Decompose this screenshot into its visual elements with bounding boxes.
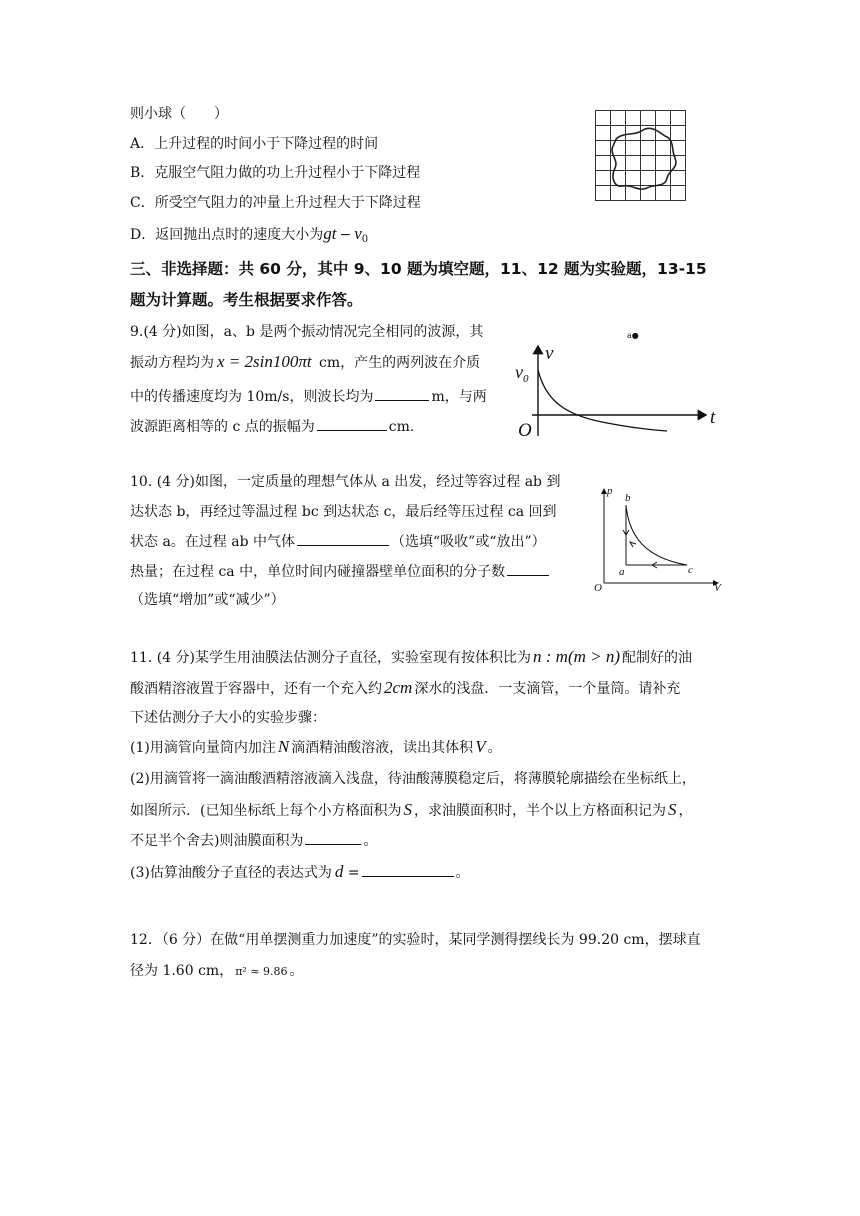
pressure-volume-graph	[592, 483, 728, 593]
q8-option-b[interactable]	[130, 163, 420, 183]
q12-line1: 12．（6 分）在做“用单摆测重力加速度”的实验时，某同学测得摆线长为 99.20 cm，摆球直	[130, 932, 701, 948]
option-letter: D．	[130, 227, 156, 243]
velocity-time-graph	[512, 340, 727, 440]
formula-v: v	[354, 224, 362, 243]
text: 。	[363, 833, 378, 849]
v-axis-label: v	[545, 343, 554, 364]
formula-sub: 0	[361, 234, 369, 245]
q11-step1	[130, 737, 502, 758]
q11-step2-line1: (2)用滴管将一滴油酸酒精溶液滴入浅盘，待油酸薄膜稳定后，将薄膜轮廓描绘在坐标纸上，	[130, 771, 696, 787]
q10-line3	[130, 531, 546, 552]
text: 11. (4 分)某学生用油膜法估测分子直径，实验室现有按体积比为	[130, 650, 531, 666]
q8-stem-tail: 则小球（ ）	[130, 106, 228, 122]
text: 振动方程均为	[130, 355, 214, 371]
oil-film-outline	[612, 128, 676, 189]
option-text: 克服空气阻力做的功上升过程小于下降过程	[154, 165, 421, 181]
depth-value: 2cm	[384, 678, 413, 697]
q11-line2	[130, 678, 680, 699]
text: 深水的浅盘．一支滴管，一个量筒。请补充	[414, 681, 681, 697]
text: 中的传播速度均为 10m/s，则波长均为	[130, 389, 374, 405]
diameter-d: d	[334, 862, 344, 881]
point-a-label: a	[619, 566, 625, 578]
molecule-count-answer-blank[interactable]	[507, 561, 549, 576]
q8-option-d[interactable]	[130, 224, 368, 250]
text: （选填“吸收”或“放出”）	[391, 534, 546, 550]
v0-label: $v_0$	[515, 362, 529, 385]
option-text: 上升过程的时间小于下降过程的时间	[154, 136, 379, 152]
text: ，求油膜面积时，半个以上方格面积记为	[413, 803, 666, 819]
point-b-label: b	[625, 492, 631, 504]
film-area-answer-blank[interactable]	[305, 830, 361, 845]
t-axis-label: t	[710, 407, 716, 428]
text: (1)用滴管向量筒内加注	[130, 740, 276, 756]
area-S: S	[403, 800, 412, 819]
heat-answer-blank[interactable]	[297, 531, 389, 546]
q10-line4	[130, 561, 551, 582]
diameter-answer-blank[interactable]	[362, 862, 454, 877]
oil-film-grid-figure	[595, 110, 687, 202]
section-heading-line1: 三、非选择题：共 60 分，其中 9、10 题为填空题，11、12 题为实验题，13-15	[130, 260, 707, 278]
section-heading-line2: 题为计算题。考生根据要求作答。	[130, 291, 363, 309]
text: (3)估算油酸分子直径的表达式为	[130, 865, 332, 881]
text: m，与两	[431, 389, 487, 405]
q9-line1: 9.(4 分)如图，a、b 是两个振动情况完全相同的波源，其	[130, 324, 484, 340]
formula-minus: −	[339, 227, 352, 243]
text: cm，产生的两列波在介质	[314, 355, 481, 371]
origin-label: O	[594, 582, 602, 593]
q11-step2-line2	[130, 800, 692, 821]
isothermal-bc	[626, 505, 687, 565]
origin-label: O	[518, 420, 532, 440]
pi-approx: π² ≈ 9.86	[235, 965, 288, 978]
q8-option-c[interactable]	[130, 193, 421, 213]
equals-sign: =	[343, 865, 360, 881]
ratio-formula: n : m(m > n)	[533, 647, 621, 666]
text: 径为 1.60 cm，	[130, 963, 234, 979]
option-text: 返回抛出点时的速度大小为	[155, 227, 324, 243]
text: cm.	[388, 419, 415, 435]
q9-line4	[130, 416, 414, 437]
text: ，	[678, 803, 693, 819]
q9-line3	[130, 386, 487, 407]
dot-icon: ●	[631, 331, 639, 340]
text: 不足半个舍去)则油膜面积为	[130, 833, 304, 849]
text: 配制好的油	[622, 650, 693, 666]
wave-equation: x = 2sin100πt	[217, 352, 312, 371]
option-letter: C．	[130, 195, 155, 211]
text: 。	[289, 963, 304, 979]
point-c-label: c	[688, 564, 693, 576]
q10-line1: 10. (4 分)如图，一定质量的理想气体从 a 出发，经过等容过程 ab 到	[130, 474, 561, 490]
text: 热量；在过程 ca 中，单位时间内碰撞器壁单位面积的分子数	[130, 564, 506, 580]
option-letter: B．	[130, 165, 155, 181]
formula-gt: gt	[323, 224, 337, 243]
q11-line1	[130, 647, 692, 668]
text: 如图所示．(已知坐标纸上每个小方格面积为	[130, 803, 402, 819]
wavelength-answer-blank[interactable]	[375, 386, 429, 401]
text: 酸酒精溶液置于容器中，还有一个充入约	[130, 681, 382, 697]
q9-line2	[130, 352, 480, 373]
area-S: S	[667, 800, 677, 819]
q8-option-a[interactable]	[130, 134, 378, 154]
q10-line2: 达状态 b，再经过等温过程 bc 到达状态 c，最后经等压过程 ca 回到	[130, 504, 557, 520]
q11-step3	[130, 862, 470, 883]
volume-V: V	[475, 737, 486, 756]
option-text: 所受空气阻力的冲量上升过程大于下降过程	[154, 195, 421, 211]
velocity-curve	[538, 370, 667, 431]
text: 。	[487, 740, 502, 756]
arrow-bc	[630, 542, 636, 547]
q11-line3: 下述估测分子大小的实验步骤：	[130, 710, 326, 726]
q12-line2	[130, 961, 304, 982]
p-axis-label: p	[607, 485, 613, 497]
option-letter: A．	[130, 136, 155, 152]
q10-line5: （选填“增加”或“减少”）	[130, 592, 285, 608]
text: 。	[455, 865, 470, 881]
drop-count-N: N	[277, 737, 290, 756]
text: 状态 a。在过程 ab 中气体	[130, 534, 296, 550]
label-a: a	[627, 331, 632, 340]
V-axis-label: V	[714, 582, 721, 593]
amplitude-answer-blank[interactable]	[317, 416, 387, 431]
text: 波源距离相等的 c 点的振幅为	[130, 419, 315, 435]
text: 滴酒精油酸溶液，读出其体积	[291, 740, 474, 756]
q11-step2-line3	[130, 830, 377, 851]
